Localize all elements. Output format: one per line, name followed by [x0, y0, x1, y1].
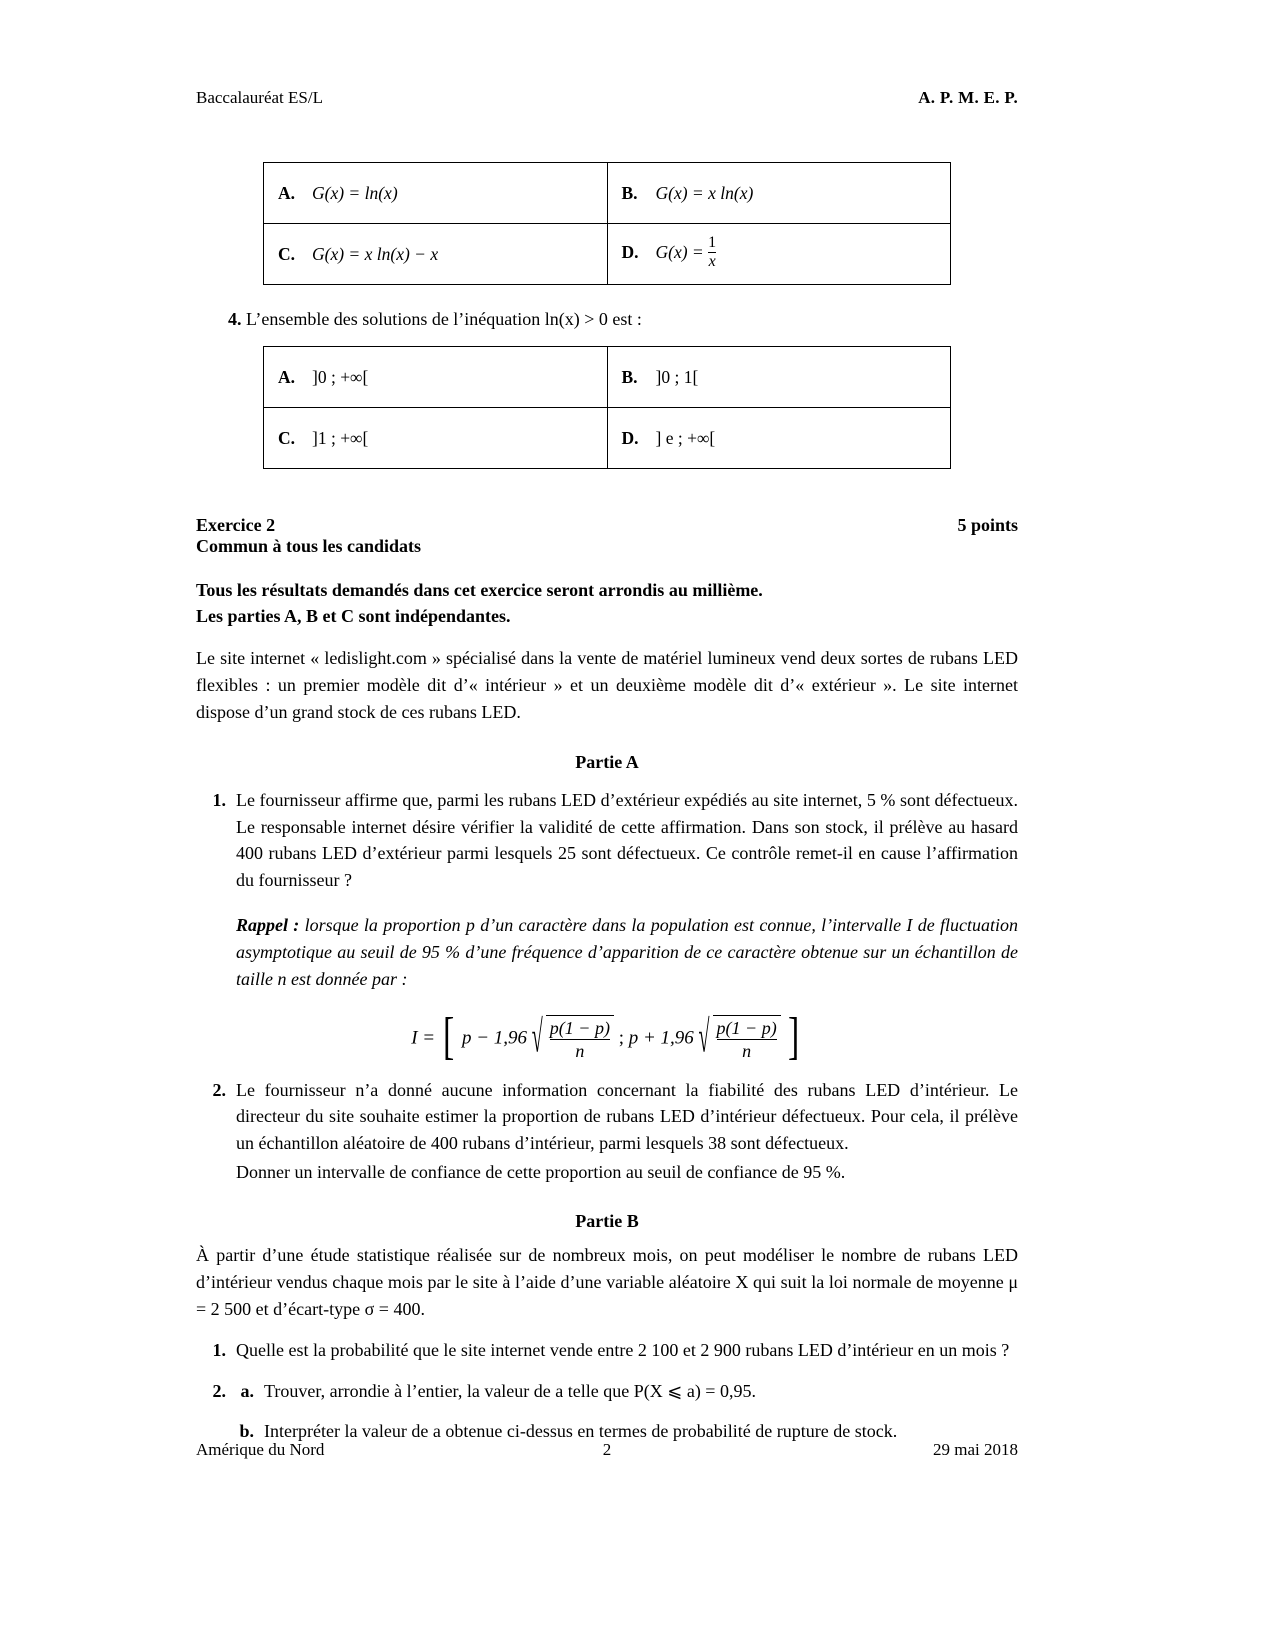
qcm2-option-c[interactable]	[264, 408, 608, 469]
header-left-text: Baccalauréat ES/L	[196, 88, 323, 107]
formula-right-term: p + 1,96	[628, 1027, 694, 1049]
qcm-table-1	[263, 162, 951, 285]
exercise-bold-line-2: Les parties A, B et C sont indépendantes.	[196, 606, 511, 627]
table-row	[264, 163, 951, 224]
qcm-option-b[interactable]	[607, 163, 951, 224]
item-submark: a.	[240, 1380, 254, 1401]
qcm-option-text: ] e ; +∞[	[655, 427, 716, 448]
rappel-text: lorsque la proportion p d’un caractère dans la population est connue, l’intervalle I de fluctuation asymptotique au seuil de 95 % d’une fréquence d’apparition de ce caractère obtenue sur un échantillon de taille n est donnée par :	[236, 914, 1019, 989]
qcm-option-text: ]1 ; +∞[	[312, 427, 369, 448]
qcm-option-c[interactable]	[264, 224, 608, 285]
item-text: Le fournisseur n’a donné aucune information concernant la fiabilité des rubans LED d’intérieur. Le directeur du site souhaite estimer la proportion de rubans LED d’intérieur défectueux. Pour cela, il prélève un échantillon aléatoire de 400 rubans d’intérieur, parmi lesquels 38 sont défectueux.	[236, 1079, 1018, 1153]
radicand-denominator: n	[550, 1039, 610, 1062]
partie-b-question-2a	[196, 1378, 1018, 1405]
page-content	[196, 88, 1018, 1445]
qcm-option-a[interactable]	[264, 163, 608, 224]
radical-icon: √	[698, 1012, 710, 1063]
rappel-block	[196, 912, 1018, 993]
item-submark: b.	[239, 1421, 254, 1442]
radicand-numerator: p(1 − p)	[716, 1017, 777, 1038]
radical-icon: √	[531, 1012, 543, 1063]
qcm-option-text: ]0 ; +∞[	[312, 366, 369, 387]
exercise-intro: Le site internet « ledislight.com » spécialisé dans la vente de matériel lumineux vend deux sortes de rubans LED flexibles : un premier modèle dit d’« intérieur » et un deuxième modèle dit d’« extérieur ». Le site internet dispose d’un grand stock de ces rubans LED.	[196, 648, 1018, 723]
partie-b-title: Partie B	[575, 1211, 639, 1232]
qcm-option-text: G(x) =	[655, 242, 704, 263]
sqrt-left	[531, 1012, 614, 1063]
table-row	[264, 347, 951, 408]
qcm-option-label: C.	[278, 243, 296, 264]
sqrt-right	[698, 1012, 781, 1063]
qcm-option-label: D.	[621, 427, 639, 448]
exercise-points: 5 points	[957, 515, 1018, 535]
fluctuation-interval-formula	[196, 1008, 1018, 1066]
item-mark: 2.	[212, 1380, 226, 1401]
sqrt-body	[713, 1015, 781, 1062]
qcm-option-label: B.	[621, 182, 638, 203]
page-footer	[196, 1440, 1018, 1460]
partie-a-question-1	[196, 787, 1018, 894]
table-row	[264, 408, 951, 469]
qcm-option-label: A.	[278, 366, 296, 387]
qcm2-option-b[interactable]	[607, 347, 951, 408]
partie-a-question-2	[196, 1077, 1018, 1157]
item-mark: 1.	[212, 790, 226, 811]
qcm-option-text: G(x) = x ln(x) − x	[312, 243, 439, 264]
left-bracket-icon: [	[442, 1008, 455, 1066]
qcm-table-1-wrap	[196, 162, 1018, 285]
right-bracket-icon: ]	[788, 1008, 800, 1066]
footer-right-date: 29 mai 2018	[933, 1440, 1018, 1459]
question-4	[196, 309, 1018, 330]
header-right-text: A. P. M. E. P.	[918, 88, 1018, 107]
qcm2-option-a[interactable]	[264, 347, 608, 408]
qcm-option-text: G(x) = ln(x)	[312, 182, 398, 203]
page-header	[196, 88, 1018, 108]
qcm-table-2	[263, 346, 951, 469]
table-row	[264, 224, 951, 285]
item-text: Quelle est la probabilité que le site internet vende entre 2 100 et 2 900 rubans LED d’intérieur en un mois ?	[236, 1340, 1010, 1361]
radicand-numerator: p(1 − p)	[549, 1017, 610, 1038]
qcm-option-text: ]0 ; 1[	[655, 366, 699, 387]
formula-lhs: I =	[411, 1027, 436, 1049]
question-4-number: 4.	[228, 309, 242, 329]
qcm-table-2-wrap	[196, 346, 1018, 469]
partie-b-question-1	[196, 1337, 1018, 1364]
qcm-option-label: C.	[278, 427, 296, 448]
qcm-option-text: G(x) = x ln(x)	[655, 182, 754, 203]
qcm-option-label: B.	[621, 366, 638, 387]
item-text: Trouver, arrondie à l’entier, la valeur de a telle que P(X ⩽ a) = 0,95.	[264, 1380, 756, 1401]
formula-separator: ;	[618, 1027, 624, 1049]
fraction-one-over-x	[708, 235, 716, 271]
qcm-option-d[interactable]	[607, 224, 951, 285]
item-text: Interpréter la valeur de a obtenue ci-dessus en termes de probabilité de rupture de stock.	[264, 1421, 898, 1442]
sqrt-body	[546, 1015, 614, 1062]
question-4-text: L’ensemble des solutions de l’inéquation ln(x) > 0 est :	[246, 309, 642, 329]
fraction-denominator: x	[708, 253, 716, 270]
partie-a-question-2-followup	[196, 1159, 1018, 1186]
qcm-option-label: A.	[278, 182, 296, 203]
qcm-option-label: D.	[621, 242, 639, 263]
rappel-label: Rappel :	[236, 914, 300, 935]
fraction-numerator: 1	[708, 234, 717, 252]
item-mark: 1.	[212, 1340, 226, 1361]
partie-b-intro: À partir d’une étude statistique réalisée sur de nombreux mois, on peut modéliser le nombre de rubans LED d’intérieur vendus chaque mois par le site à l’aide d’une variable aléatoire X qui suit la loi normale de moyenne μ = 2 500 et d’écart-type σ = 400.	[196, 1245, 1018, 1320]
radicand-denominator: n	[717, 1039, 777, 1062]
item-text: Donner un intervalle de confiance de cette proportion au seuil de confiance de 95 %.	[236, 1161, 846, 1182]
exercise-bold-line-1: Tous les résultats demandés dans cet exercice seront arrondis au millième.	[196, 580, 763, 600]
qcm2-option-d[interactable]	[607, 408, 951, 469]
partie-a-title: Partie A	[575, 752, 639, 773]
item-mark: 2.	[212, 1079, 226, 1100]
formula-left-term: p − 1,96	[461, 1027, 528, 1049]
item-mark-empty	[196, 1159, 236, 1186]
exercise-subtitle: Commun à tous les candidats	[196, 536, 422, 556]
item-text: Le fournisseur affirme que, parmi les rubans LED d’extérieur expédiés au site internet, 5 % sont défectueux. Le responsable internet désire vérifier la validité de cette affirmation. Dans son stock, il prélève au hasard 400 rubans LED d’extérieur parmi lesquels 25 sont défectueux. Ce contrôle remet-il en cause l’affirmation du fournisseur ?	[236, 790, 1018, 891]
exercise-bold-notes	[196, 577, 1018, 629]
footer-left-text: Amérique du Nord	[196, 1440, 325, 1459]
footer-page-number: 2	[602, 1440, 612, 1459]
exercise-title: Exercice 2	[196, 515, 276, 535]
exercise-heading	[196, 515, 1018, 536]
